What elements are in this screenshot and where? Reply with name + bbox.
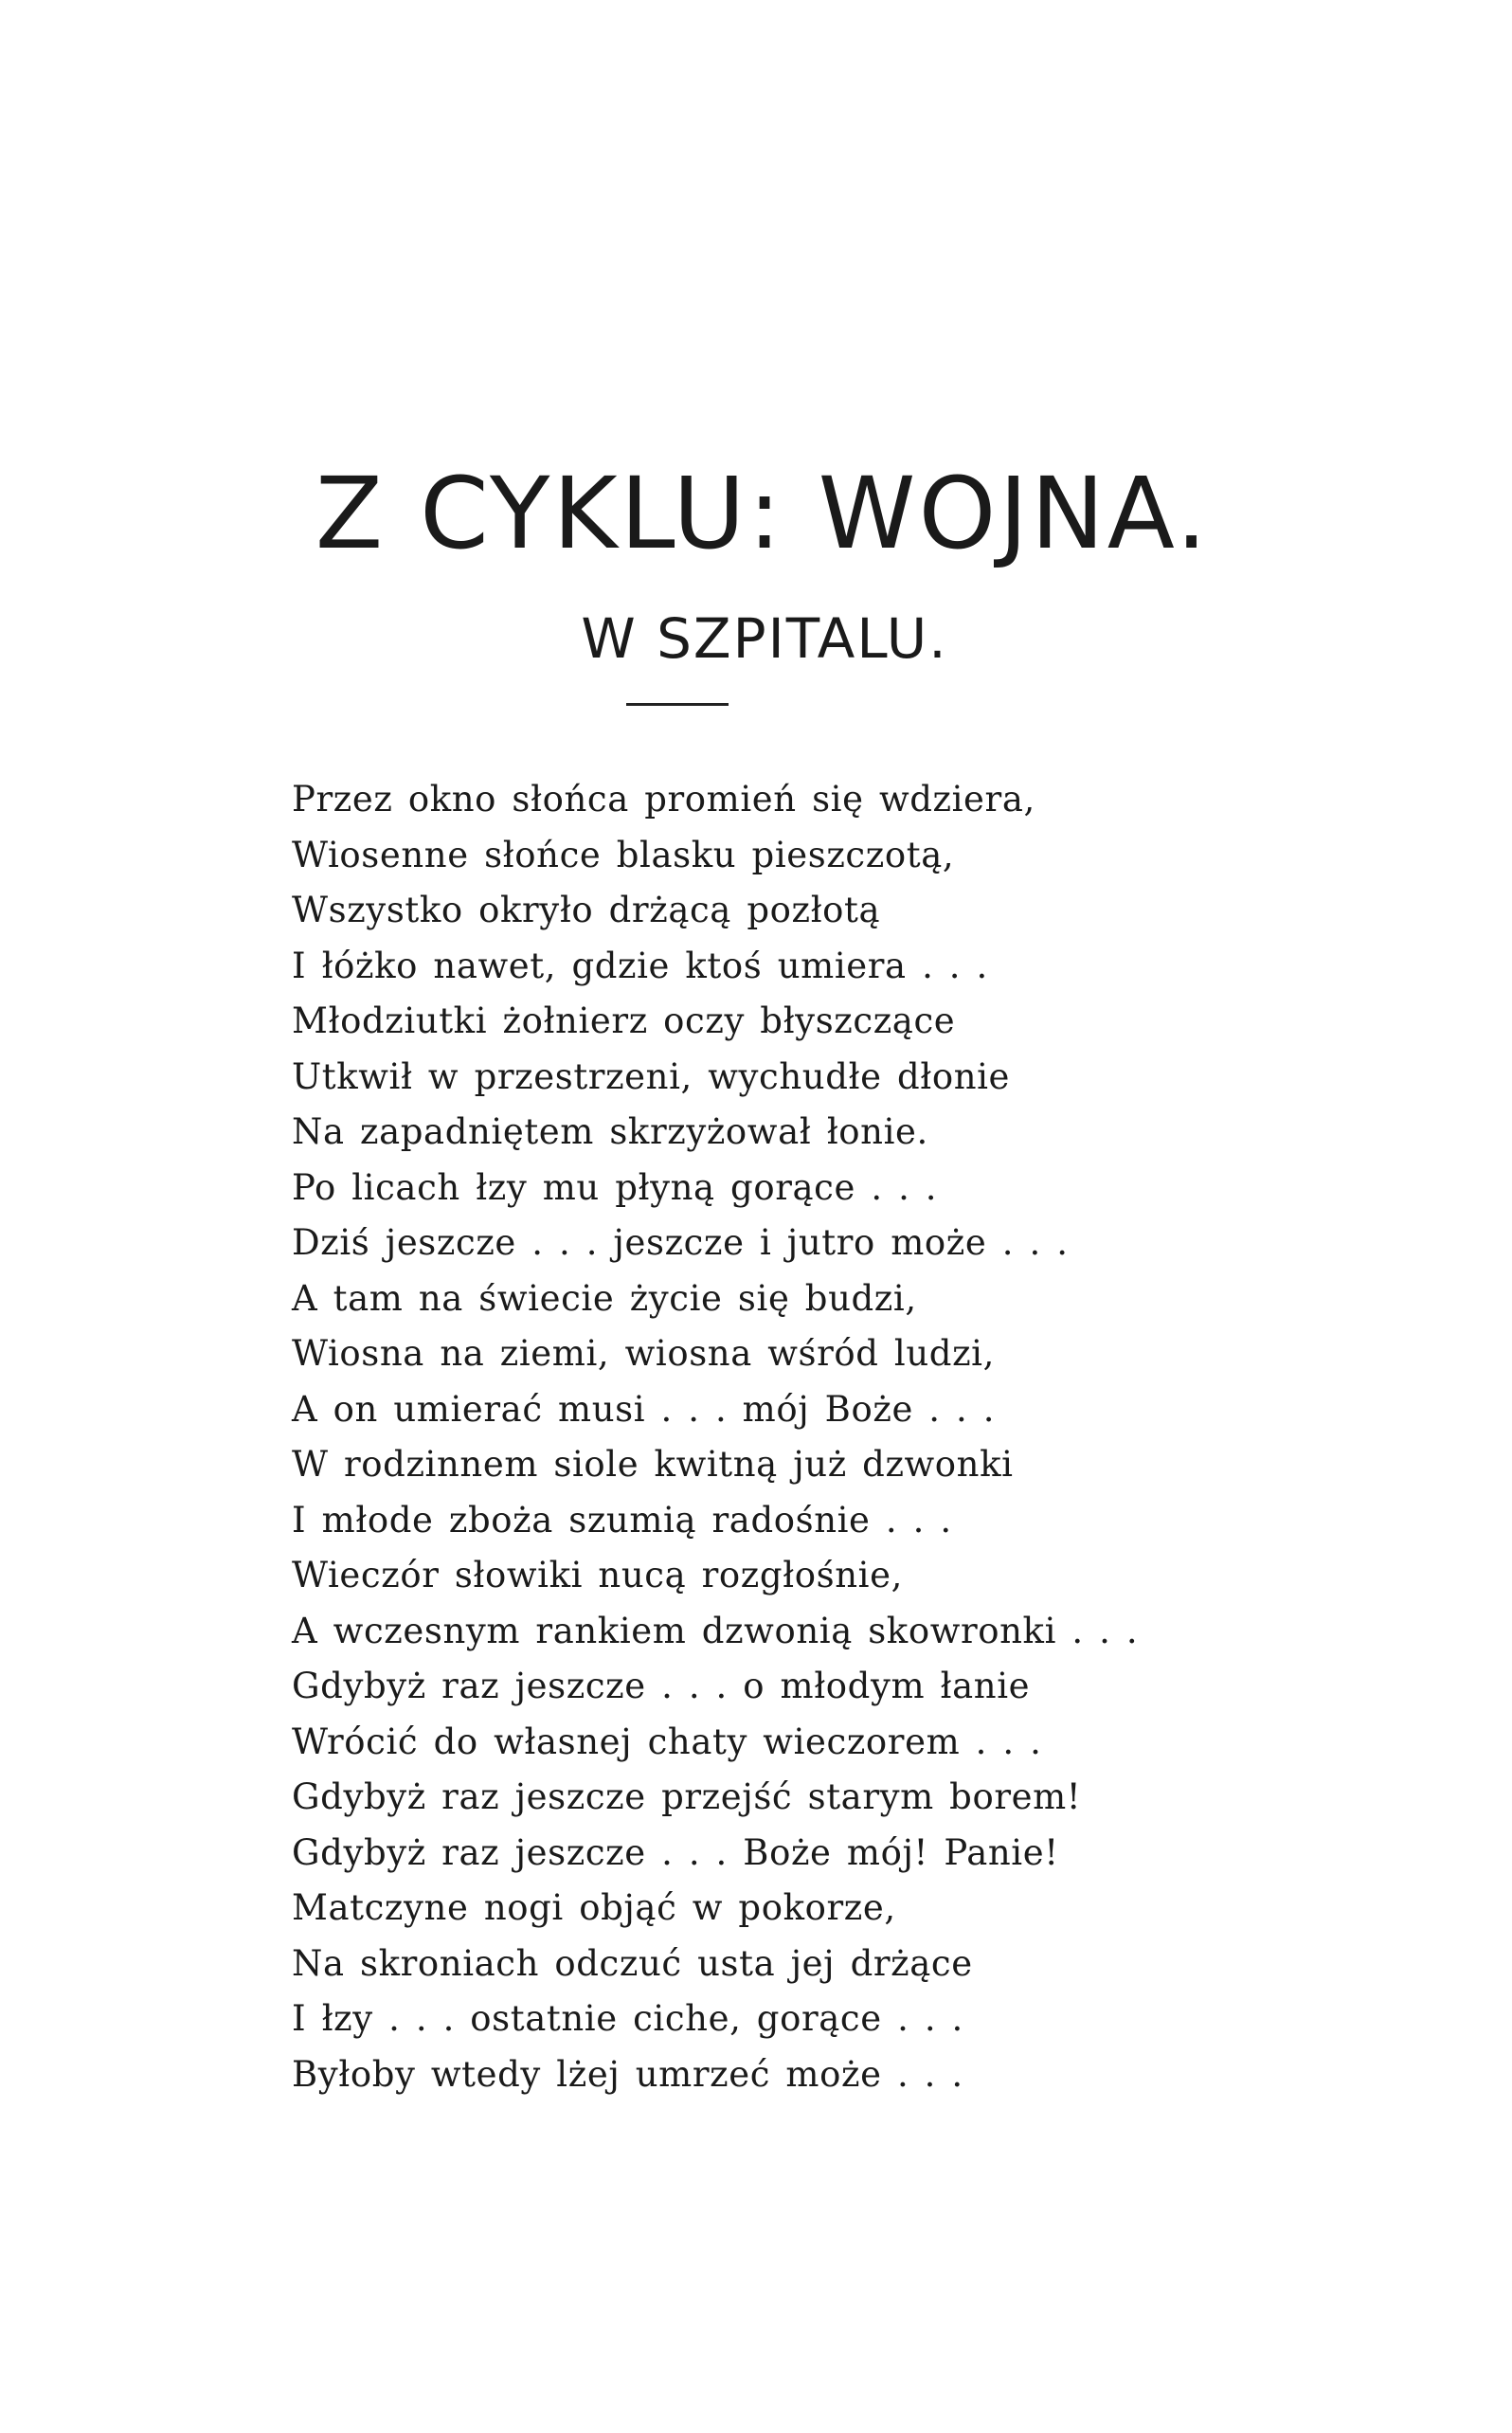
poem-line: I łóżko nawet, gdzie ktoś umiera . . .: [292, 945, 988, 986]
poem-line: I młode zboża szumią radośnie . . .: [292, 1499, 952, 1541]
poem-line: Matczyne nogi objąć w pokorze,: [292, 1887, 896, 1928]
title-divider: [626, 703, 729, 706]
poem-line: Gdybyż raz jeszcze . . . o młodym łanie: [292, 1666, 1031, 1706]
poem-line: Wrócić do własnej chaty wieczorem . . .: [292, 1721, 1042, 1762]
page-title: Z CYKLU: WOJNA.: [315, 456, 1211, 571]
poem-line: Na skroniach odczuć usta jej drżące: [292, 1942, 973, 1984]
poem-line: Dziś jeszcze . . . jeszcze i jutro może . . .: [292, 1222, 1069, 1263]
poem-title: W SZPITALU.: [581, 606, 948, 671]
poem-line: I łzy . . . ostatnie ciche, gorące . . .: [292, 1998, 963, 2039]
poem-line: A wczesnym rankiem dzwonią skowronki . . .: [292, 1610, 1139, 1651]
poem-line: Wiosenne słońce blasku pieszczotą,: [292, 834, 955, 875]
poem-line: Byłoby wtedy lżej umrzeć może . . .: [292, 2053, 963, 2095]
poem-line: Po licach łzy mu płyną gorące . . .: [292, 1166, 938, 1208]
poem-text: [292, 772, 1138, 2102]
poem-line: Młodziutki żołnierz oczy błyszczące: [292, 1000, 956, 1041]
poem-line: Przez okno słońca promień się wdziera,: [292, 779, 1035, 820]
poem-line: Gdybyż raz jeszcze przejść starym borem!: [292, 1776, 1082, 1817]
poem-line: Na zapadniętem skrzyżował łonie.: [292, 1111, 928, 1152]
poem-line: Utkwił w przestrzeni, wychudłe dłonie: [292, 1055, 1011, 1097]
poem-line: Wiosna na ziemi, wiosna wśród ludzi,: [292, 1333, 995, 1374]
poem-line: A on umierać musi . . . mój Boże . . .: [292, 1388, 996, 1430]
poem-line: W rodzinnem siole kwitną już dzwonki: [292, 1444, 1014, 1485]
poem-line: Wszystko okryło drżącą pozłotą: [292, 890, 881, 930]
poem-line: A tam na świecie życie się budzi,: [292, 1277, 917, 1319]
poem-line: Gdybyż raz jeszcze . . . Boże mój! Panie!: [292, 1831, 1059, 1873]
poem-line: Wieczór słowiki nucą rozgłośnie,: [292, 1555, 903, 1595]
